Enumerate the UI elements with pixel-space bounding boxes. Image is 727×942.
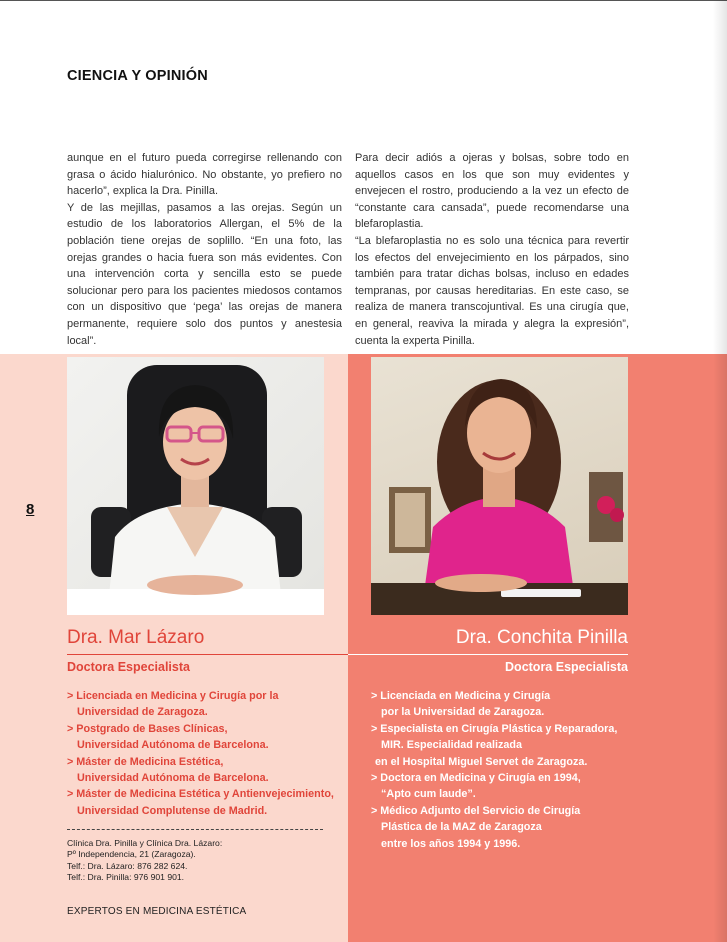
dra-pinilla-photo	[371, 357, 628, 615]
credential-line: Universidad Complutense de Madrid.	[77, 804, 268, 817]
credential-item	[67, 688, 334, 721]
credential-line: Plástica de la MAZ de Zaragoza	[381, 821, 542, 834]
credential-line: > Máster de Medicina Estética,	[67, 755, 224, 768]
section-title: CIENCIA Y OPINIÓN	[67, 68, 208, 84]
credential-item	[371, 721, 617, 770]
article-paragraph: Y de las mejillas, pasamos a las orejas. Según un estudio de los laboratorios Allergan, el 5% de la población tiene orejas de soplillo. “En una foto, las orejas grandes o hacia fuera son más evidentes. Con una intervención corta y sencilla esto se puede solucionar pero para los pacientes miedosos contamos con un dispositivo que ‘pega’ las orejas de manera permanente, requiere solo dos puntos y anestesia local”.	[67, 201, 342, 347]
credential-line: > Doctora en Medicina y Cirugía en 1994,	[371, 772, 581, 785]
credential-line: MIR. Especialidad realizada	[381, 739, 523, 752]
contact-line: Clínica Dra. Pinilla y Clínica Dra. Lázaro:	[67, 838, 223, 848]
article-right-column	[355, 150, 629, 349]
doctor-specialty-lazaro: Doctora Especialista	[67, 660, 190, 674]
credential-line: en el Hospital Miguel Servet de Zaragoza.	[375, 755, 588, 768]
credential-line: > Especialista en Cirugía Plástica y Reparadora,	[371, 722, 618, 735]
credential-line: > Postgrado de Bases Clínicas,	[67, 722, 228, 735]
credential-item	[371, 688, 617, 721]
article-paragraph: “La blefaroplastia no es solo una técnica para revertir los efectos del envejecimiento en los párpados, sino también para tratar dichas bolsas, incluso en edades tempranas, por causas hereditarias. En este caso, se realiza de manera transcojuntival. Es una cirugía que, en general, reaviva la mirada y alegra la expresión”, cuenta la experta Pinilla.	[355, 234, 629, 347]
doctor-name-pinilla: Dra. Conchita Pinilla	[455, 627, 628, 648]
credential-item	[67, 754, 334, 787]
dra-lazaro-photo	[67, 357, 324, 615]
doctor-name-lazaro: Dra. Mar Lázaro	[67, 627, 205, 648]
credential-line: Universidad Autónoma de Barcelona.	[77, 739, 269, 752]
credential-item	[67, 721, 334, 754]
contact-line: Pº Independencia, 21 (Zaragoza).	[67, 849, 196, 860]
article-paragraph: Para decir adiós a ojeras y bolsas, sobre todo en aquellos casos en los que son muy evidentes y envejecen el rostro, produciendo a la vez un efecto de “constante cara cansada”, puede recomendarse una blefaroplastia.	[355, 152, 629, 231]
footer-title: EXPERTOS EN MEDICINA ESTÉTICA	[67, 906, 247, 917]
credential-line: por la Universidad de Zaragoza.	[381, 706, 545, 719]
article-left-column	[67, 150, 342, 349]
page-gutter-shadow	[713, 0, 727, 942]
credential-item	[371, 770, 617, 803]
credential-line: Universidad Autónoma de Barcelona.	[77, 772, 269, 785]
clinic-contact	[67, 838, 222, 884]
top-rule	[0, 0, 727, 1]
doctor-specialty-pinilla: Doctora Especialista	[505, 660, 628, 674]
credential-item	[67, 786, 334, 819]
contact-line: Telf.: Dra. Lázaro: 876 282 624.	[67, 860, 188, 871]
page-number: 8	[26, 501, 35, 518]
contact-divider	[67, 829, 323, 830]
credential-item	[371, 803, 617, 852]
credentials-list-pinilla	[371, 688, 617, 852]
credential-line: > Licenciada en Medicina y Cirugía por la	[67, 690, 279, 702]
credential-line: “Apto cum laude”.	[381, 788, 476, 801]
name-divider	[67, 654, 348, 655]
credentials-list-lazaro	[67, 688, 334, 819]
article-paragraph: aunque en el futuro pueda corregirse rellenando con grasa o ácido hialurónico. No obstante, yo prefiero no hacerlo”, explica la Dra. Pinilla.	[67, 152, 342, 198]
credential-line: Universidad de Zaragoza.	[77, 706, 208, 719]
name-divider	[348, 654, 628, 655]
contact-line: Telf.: Dra. Pinilla: 976 901 901.	[67, 872, 185, 883]
credential-line: > Máster de Medicina Estética y Antienvejecimiento,	[67, 788, 334, 801]
credential-line: > Médico Adjunto del Servicio de Cirugía	[371, 804, 581, 817]
credential-line: > Licenciada en Medicina y Cirugía	[371, 690, 551, 702]
credential-line: entre los años 1994 y 1996.	[381, 837, 521, 850]
